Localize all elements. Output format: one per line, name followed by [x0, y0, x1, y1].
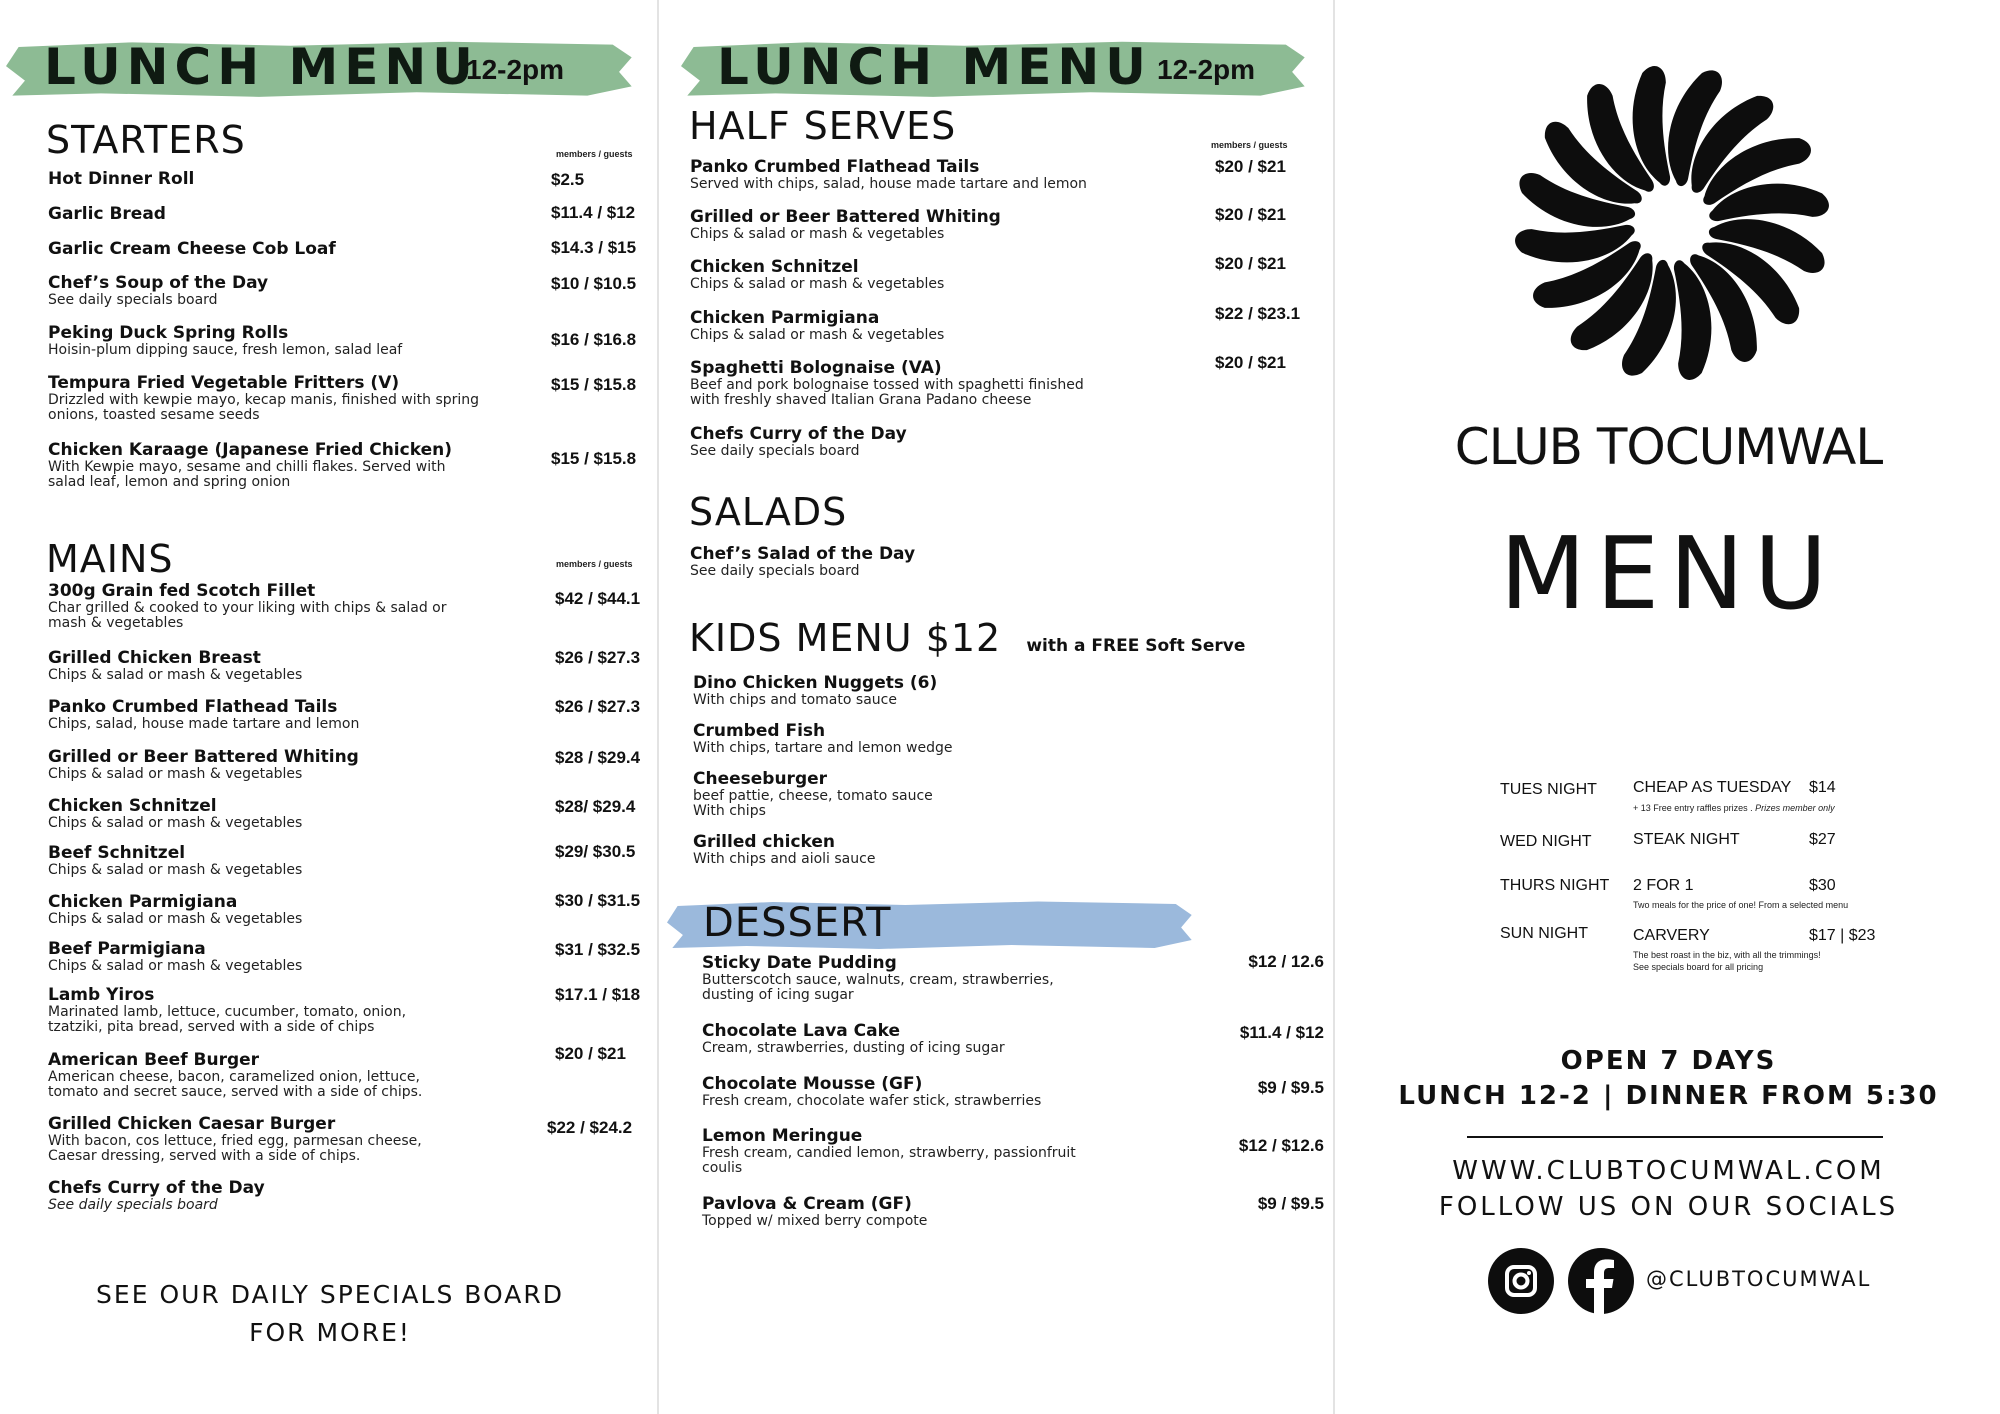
menu-item [48, 323, 508, 358]
item-description: Chips & salad or mash & vegetables [48, 911, 303, 927]
item-description: Butterscotch sauce, walnuts, cream, strawberries, dusting of icing sugar [702, 972, 1054, 1003]
night-special-price: $14 [1809, 779, 1836, 796]
item-name: Chefs Curry of the Day [690, 424, 907, 444]
item-name: Panko Crumbed Flathead Tails [690, 157, 980, 177]
item-price: $31 / $32.5 [555, 940, 641, 959]
menu-item [48, 796, 508, 831]
item-price: $16 / $16.8 [551, 330, 637, 349]
item-name: Chocolate Lava Cake [702, 1021, 900, 1041]
item-description: Marinated lamb, lettuce, cucumber, tomato, onion, tzatziki, pita bread, served with a side of chips [48, 1004, 407, 1035]
item-description: Fresh cream, chocolate wafer stick, strawberries [702, 1093, 1042, 1109]
price-label: members / guests [556, 559, 633, 569]
item-name: Beef Schnitzel [48, 843, 186, 863]
item-name: Grilled Chicken Breast [48, 648, 261, 668]
menu-item [48, 892, 508, 927]
item-price: $20 / $21 [1215, 353, 1286, 372]
item-price: $20 / $21 [555, 1044, 626, 1063]
menu-item [693, 769, 953, 819]
night-special-name: CARVERY [1633, 927, 1710, 944]
menu-item [693, 673, 1133, 708]
item-name: Cheeseburger [693, 769, 828, 789]
item-description: Drizzled with kewpie mayo, kecap manis, finished with spring onions, toasted sesame seeds [48, 392, 480, 423]
item-name: Grilled Chicken Caesar Burger [48, 1114, 336, 1134]
menu-item [690, 544, 1130, 579]
salads-title: SALADS [689, 490, 848, 534]
half-serves-title: HALF SERVES [689, 104, 957, 148]
item-price: $20 / $21 [1215, 254, 1286, 273]
menu-item [48, 985, 448, 1035]
item-description: Beef and pork bolognaise tossed with spaghetti finished with freshly shaved Italian Grana Padano cheese [690, 377, 1084, 408]
item-description: Chips & salad or mash & vegetables [48, 862, 303, 878]
night-special-note: The best roast in the biz, with all the trimmings! [1633, 950, 1821, 960]
night-special-note: Two meals for the price of one! From a selected menu [1633, 900, 1849, 910]
menu-item [48, 273, 508, 308]
item-price: $26 / $27.3 [555, 697, 641, 716]
item-name: Chicken Schnitzel [48, 796, 217, 816]
swirl-logo-icon [1507, 58, 1837, 388]
follow-socials: FOLLOW US ON OUR SOCIALS [1438, 1192, 1899, 1222]
item-price: $9 / $9.5 [1257, 1078, 1324, 1097]
item-name: Chef’s Soup of the Day [48, 273, 269, 293]
item-description: Chips & salad or mash & vegetables [690, 226, 945, 242]
menu-item [702, 1194, 1142, 1229]
item-price: $11.4 / $12 [551, 203, 636, 222]
item-description: Char grilled & cooked to your liking with chips & salad or mash & vegetables [48, 600, 447, 631]
night-day: WED NIGHT [1500, 833, 1592, 850]
item-description: Chips & salad or mash & vegetables [48, 766, 303, 782]
item-description: beef pattie, cheese, tomato sauce With chips [693, 788, 933, 819]
item-description: Fresh cream, candied lemon, strawberry, passionfruit coulis [702, 1145, 1076, 1176]
item-name: Grilled or Beer Battered Whiting [690, 207, 1001, 227]
menu-item [48, 697, 508, 732]
item-name: Panko Crumbed Flathead Tails [48, 697, 338, 717]
specials-note-line: FOR MORE! [249, 1318, 411, 1347]
item-price: $28/ $29.4 [555, 797, 636, 816]
item-price: $20 / $21 [1215, 157, 1286, 176]
menu-item [702, 1074, 1142, 1109]
item-price: $2.5 [551, 170, 585, 189]
item-price: $12 / 12.6 [1248, 952, 1324, 971]
facebook-icon[interactable] [1568, 1248, 1634, 1314]
divider [1467, 1136, 1883, 1138]
item-name: Grilled or Beer Battered Whiting [48, 747, 359, 767]
item-price: $30 / $31.5 [555, 891, 641, 910]
item-name: Spaghetti Bolognaise (VA) [690, 358, 942, 378]
item-name: Pavlova & Cream (GF) [702, 1194, 912, 1214]
item-name: 300g Grain fed Scotch Fillet [48, 581, 316, 601]
social-handle[interactable]: @CLUBTOCUMWAL [1646, 1267, 1872, 1291]
specials-note-line: SEE OUR DAILY SPECIALS BOARD [96, 1280, 564, 1309]
menu-item [48, 648, 508, 683]
mains-title: MAINS [46, 537, 174, 581]
item-price: $29/ $30.5 [555, 842, 636, 861]
item-price: $9 / $9.5 [1257, 1194, 1324, 1213]
left-panel [0, 0, 656, 1414]
price-label: members / guests [1211, 140, 1288, 150]
item-description: Chips & salad or mash & vegetables [690, 276, 945, 292]
item-name: Lemon Meringue [702, 1126, 863, 1146]
night-special-name: CHEAP AS TUESDAY [1633, 779, 1792, 796]
header-time: 12-2pm [1157, 54, 1256, 85]
item-name: Chef’s Salad of the Day [690, 544, 916, 564]
dessert-title: DESSERT [703, 900, 892, 946]
menu-title: MENU [1499, 515, 1838, 632]
menu-item [690, 157, 1130, 192]
item-name: Sticky Date Pudding [702, 953, 897, 973]
club-name: CLUB TOCUMWAL [1454, 418, 1883, 476]
kids-menu-title [689, 616, 1245, 660]
item-price: $12 / $12.6 [1238, 1136, 1324, 1155]
menu-item [702, 1126, 1112, 1176]
night-day: TUES NIGHT [1500, 781, 1597, 798]
menu-item [48, 843, 508, 878]
menu-item [48, 373, 508, 423]
item-name: Crumbed Fish [693, 721, 826, 741]
item-price: $15 / $15.8 [551, 449, 637, 468]
starters-title: STARTERS [46, 118, 246, 162]
menu-item [48, 239, 508, 259]
item-price: $17.1 / $18 [555, 985, 641, 1004]
night-special-note [1633, 803, 1835, 813]
night-special-price: $27 [1809, 831, 1836, 848]
item-description: Chips & salad or mash & vegetables [48, 958, 303, 974]
item-description: Chips & salad or mash & vegetables [48, 667, 303, 683]
night-special-name: STEAK NIGHT [1633, 831, 1740, 848]
night-day: SUN NIGHT [1500, 925, 1588, 942]
item-description: See daily specials board [48, 292, 218, 308]
menu-item [693, 721, 1133, 756]
item-description: Chips, salad, house made tartare and lemon [48, 716, 360, 732]
item-price: $22 / $23.1 [1215, 304, 1301, 323]
item-name: Garlic Cream Cheese Cob Loaf [48, 239, 336, 259]
note-text: + 13 Free entry raffles prizes . [1633, 803, 1756, 813]
item-description: See daily specials board [48, 1197, 218, 1213]
item-description: Chips & salad or mash & vegetables [690, 327, 945, 343]
item-name: Chicken Parmigiana [48, 892, 238, 912]
menu-item [690, 424, 1130, 459]
website-link[interactable]: WWW.CLUBTOCUMWAL.COM [1452, 1156, 1885, 1186]
item-name: Beef Parmigiana [48, 939, 206, 959]
item-price: $26 / $27.3 [555, 648, 641, 667]
instagram-icon[interactable] [1488, 1248, 1554, 1314]
kids-menu-heading: KIDS MENU $12 [689, 616, 1002, 660]
item-price: $28 / $29.4 [555, 748, 641, 767]
item-name: Chefs Curry of the Day [48, 1178, 265, 1198]
right-panel [1333, 0, 2000, 1414]
night-special-price: $30 [1809, 877, 1836, 894]
item-name: Lamb Yiros [48, 985, 155, 1005]
price-label: members / guests [556, 149, 633, 159]
night-day: THURS NIGHT [1500, 877, 1610, 894]
item-name: Tempura Fried Vegetable Fritters (V) [48, 373, 400, 393]
item-price: $42 / $44.1 [555, 589, 641, 608]
item-description: With chips, tartare and lemon wedge [693, 740, 953, 756]
menu-item [48, 169, 508, 189]
kids-menu-subtitle: with a FREE Soft Serve [1026, 636, 1246, 656]
menu-item [690, 257, 1130, 292]
night-special-note: See specials board for all pricing [1633, 962, 1764, 972]
menu-item [48, 440, 478, 490]
item-description: See daily specials board [690, 443, 860, 459]
menu-item [48, 581, 488, 631]
lunch-menu-header [6, 40, 638, 98]
menu-item [48, 1114, 448, 1164]
item-description: With Kewpie mayo, sesame and chilli flakes. Served with salad leaf, lemon and spring onion [48, 459, 446, 490]
dessert-header [667, 900, 1197, 950]
item-description: See daily specials board [690, 563, 860, 579]
item-description: Hoisin-plum dipping sauce, fresh lemon, salad leaf [48, 342, 403, 358]
item-description: Chips & salad or mash & vegetables [48, 815, 303, 831]
item-description: Served with chips, salad, house made tartare and lemon [690, 176, 1087, 192]
opening-hours: LUNCH 12-2 | DINNER FROM 5:30 [1398, 1081, 1939, 1111]
item-price: $11.4 / $12 [1239, 1023, 1324, 1042]
item-name: American Beef Burger [48, 1050, 260, 1070]
night-special-name: 2 FOR 1 [1633, 877, 1694, 894]
item-name: Dino Chicken Nuggets (6) [693, 673, 938, 693]
night-special-price: $17 | $23 [1809, 927, 1876, 944]
item-name: Chocolate Mousse (GF) [702, 1074, 923, 1094]
note-italic-text: Prizes member only [1755, 803, 1835, 813]
item-name: Chicken Karaage (Japanese Fried Chicken) [48, 440, 452, 460]
menu-item [693, 832, 1133, 867]
item-description: American cheese, bacon, caramelized onion, lettuce, tomato and secret sauce, served with a side of chips. [48, 1069, 423, 1100]
menu-item [702, 1021, 1142, 1056]
menu-item [48, 204, 508, 224]
item-price: $22 / $24.2 [547, 1118, 633, 1137]
item-price: $14.3 / $15 [551, 238, 637, 257]
item-description: Cream, strawberries, dusting of icing sugar [702, 1040, 1005, 1056]
item-name: Chicken Schnitzel [690, 257, 859, 277]
item-description: Topped w/ mixed berry compote [702, 1213, 928, 1229]
instagram-glyph [1488, 1248, 1554, 1314]
item-price: $15 / $15.8 [551, 375, 637, 394]
facebook-glyph [1568, 1248, 1634, 1314]
open-days: OPEN 7 DAYS [1560, 1046, 1777, 1076]
item-description: With chips and tomato sauce [693, 692, 897, 708]
item-name: Grilled chicken [693, 832, 836, 852]
menu-item [690, 308, 1130, 343]
menu-item [48, 1050, 448, 1100]
menu-item [690, 207, 1130, 242]
lunch-menu-header [681, 40, 1311, 98]
menu-item [48, 1178, 508, 1213]
menu-item [48, 747, 508, 782]
item-name: Peking Duck Spring Rolls [48, 323, 289, 343]
item-price: $20 / $21 [1215, 205, 1286, 224]
header-time: 12-2pm [466, 54, 565, 85]
specials-note [40, 1276, 620, 1352]
item-description: With bacon, cos lettuce, fried egg, parmesan cheese, Caesar dressing, served with a side of chips. [48, 1133, 422, 1164]
item-name: Chicken Parmigiana [690, 308, 880, 328]
item-price: $10 / $10.5 [551, 274, 637, 293]
header-title: LUNCH MENU [717, 38, 1152, 96]
item-name: Garlic Bread [48, 204, 166, 224]
item-name: Hot Dinner Roll [48, 169, 195, 189]
menu-item [702, 953, 1102, 1003]
item-description: With chips and aioli sauce [693, 851, 876, 867]
header-title: LUNCH MENU [44, 38, 479, 96]
menu-item [48, 939, 508, 974]
menu-item [690, 358, 1110, 408]
middle-panel [657, 0, 1334, 1414]
